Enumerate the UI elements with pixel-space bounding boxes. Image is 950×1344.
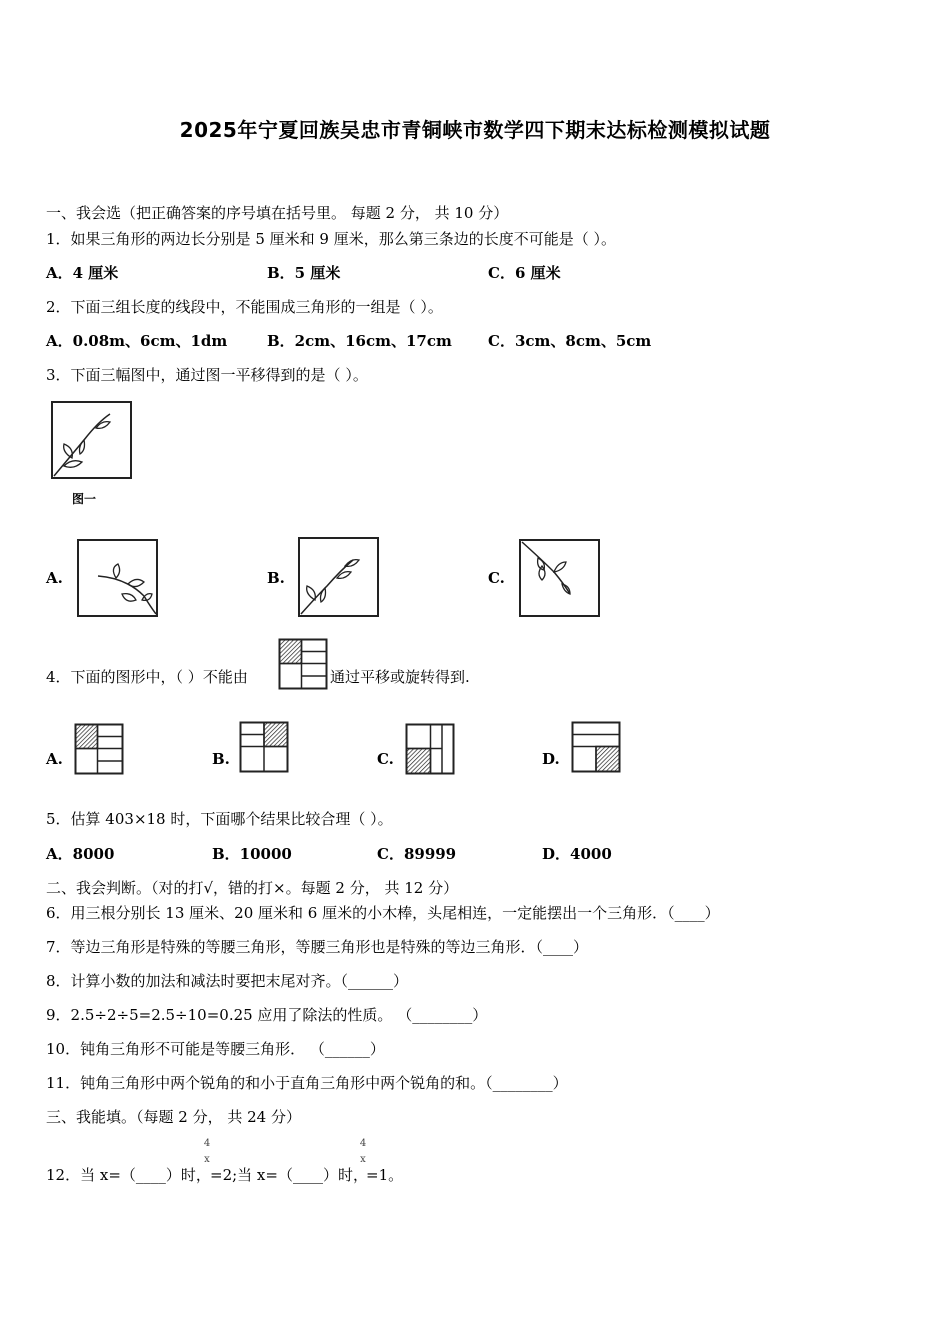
q5-option-c: C．89999	[377, 845, 457, 863]
q5-option-d: D．4000	[542, 845, 612, 863]
section-3-heading: 三、我能填。（每题 2 分， 共 24 分）	[46, 1108, 301, 1126]
section-2-heading: 二、我会判断。（对的打√，错的打×。每题 2 分， 共 12 分）	[46, 879, 459, 897]
question-7: 7．等边三角形是特殊的等腰三角形，等腰三角形也是特殊的等边三角形．（____）	[46, 938, 589, 956]
question-4-text-after: 通过平移或旋转得到.	[330, 668, 470, 686]
question-4-text-before: 4．下面的图形中，（ ）不能由	[46, 668, 248, 686]
q3-figure-one	[50, 400, 134, 480]
q4-option-d-label: D.	[542, 750, 560, 768]
section-1-heading: 一、我会选（把正确答案的序号填在括号里。 每题 2 分， 共 10 分）	[46, 204, 509, 222]
q3-option-b-label: B.	[267, 569, 285, 587]
question-2: 2．下面三组长度的线段中，不能围成三角形的一组是（ ）。	[46, 298, 443, 316]
q4-option-d-figure	[571, 721, 621, 773]
q4-option-c-label: C.	[377, 750, 394, 768]
q2-option-a: A．0.08m、6cm、1dm	[46, 332, 228, 350]
q3-option-b-figure	[297, 536, 381, 618]
q12-fraction-1-numerator: 4	[203, 1138, 211, 1149]
question-3: 3．下面三幅图中，通过图一平移得到的是（ ）。	[46, 366, 368, 384]
question-11: 11．钝角三角形中两个锐角的和小于直角三角形中两个锐角的和。（________）	[46, 1074, 568, 1092]
q4-option-a-label: A.	[46, 750, 63, 768]
q2-option-c: C．3cm、8cm、5cm	[488, 332, 652, 350]
q4-option-a-figure	[74, 723, 124, 775]
question-5: 5．估算 403×18 时，下面哪个结果比较合理（ ）。	[46, 810, 393, 828]
q1-option-a: A．4 厘米	[46, 264, 119, 282]
question-10: 10．钝角三角形不可能是等腰三角形． （______）	[46, 1040, 385, 1058]
q5-option-b: B．10000	[212, 845, 292, 863]
q1-option-b: B．5 厘米	[267, 264, 341, 282]
q1-option-c: C．6 厘米	[488, 264, 561, 282]
q3-option-a-label: A.	[46, 569, 63, 587]
question-12-part3: =1。	[366, 1166, 404, 1184]
q4-reference-figure	[278, 638, 328, 690]
question-12-part2: =2;当 x=（____）时，	[210, 1166, 368, 1184]
q2-option-b: B．2cm、16cm、17cm	[267, 332, 452, 350]
q4-option-c-figure	[405, 723, 455, 775]
q12-fraction-1-denominator: x	[204, 1154, 210, 1165]
q12-fraction-2-denominator: x	[360, 1154, 366, 1165]
page-title: 2025年宁夏回族吴忠市青铜峡市数学四下期末达标检测模拟试题	[179, 118, 771, 142]
question-6: 6．用三根分别长 13 厘米、20 厘米和 6 厘米的小木棒，头尾相连，一定能摆出一个三角形．（____）	[46, 904, 720, 922]
question-12-part1: 12．当 x=（____）时，	[46, 1166, 211, 1184]
q4-option-b-figure	[239, 721, 289, 773]
q3-option-c-figure	[518, 538, 602, 618]
question-8: 8．计算小数的加法和减法时要把末尾对齐。（______）	[46, 972, 409, 990]
question-9: 9．2.5÷2÷5=2.5÷10=0.25 应用了除法的性质。 （________）	[46, 1006, 488, 1024]
question-1: 1．如果三角形的两边长分别是 5 厘米和 9 厘米，那么第三条边的长度不可能是（ ）。	[46, 230, 616, 248]
q3-option-c-label: C.	[488, 569, 505, 587]
q3-figure-caption: 图一	[72, 492, 97, 506]
q12-fraction-2-numerator: 4	[359, 1138, 367, 1149]
q4-option-b-label: B.	[212, 750, 230, 768]
q3-option-a-figure	[76, 538, 160, 618]
q5-option-a: A．8000	[46, 845, 115, 863]
